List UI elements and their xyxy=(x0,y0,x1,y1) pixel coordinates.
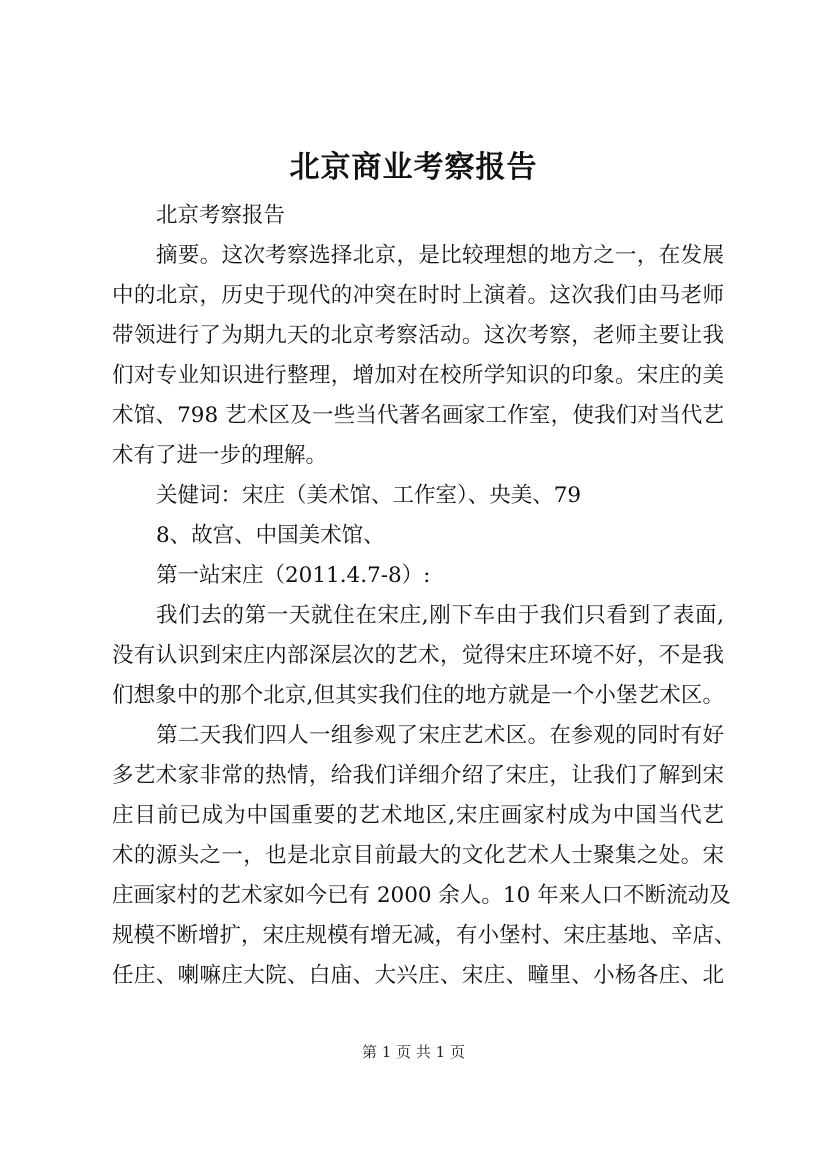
section-heading: 第一站宋庄（2011.4.7-8）: xyxy=(156,563,431,588)
subtitle-line: 北京考察报告 xyxy=(156,203,286,228)
paragraph-line: 多艺术家非常的热情，给我们详细介绍了宋庄，让我们了解到宋 xyxy=(112,763,724,788)
paragraph-line: 任庄、喇嘛庄大院、白庙、大兴庄、宋庄、疃里、小杨各庄、北 xyxy=(112,963,724,988)
abstract-line: 术有了进一步的理解。 xyxy=(112,443,328,468)
abstract-line: 术馆、798 艺术区及一些当代著名画家工作室，使我们对当代艺 xyxy=(112,403,724,428)
paragraph-line: 规模不断增扩，宋庄规模有增无减，有小堡村、宋庄基地、辛店、 xyxy=(112,923,736,948)
abstract-line: 带领进行了为期九天的北京考察活动。这次考察，老师主要让我 xyxy=(112,323,724,348)
paragraph-line: 第二天我们四人一组参观了宋庄艺术区。在参观的同时有好 xyxy=(156,723,724,748)
keywords-line: 8、故宫、中国美术馆、 xyxy=(156,523,385,548)
abstract-line: 中的北京，历史于现代的冲突在时时上演着。这次我们由马老师 xyxy=(112,283,724,308)
keywords-line: 关健词：宋庄（美术馆、工作室）、央美、79 xyxy=(156,483,582,508)
paragraph-line: 庄目前已成为中国重要的艺术地区,宋庄画家村成为中国当代艺 xyxy=(112,803,724,828)
paragraph-line: 我们去的第一天就住在宋庄,刚下车由于我们只看到了表面, xyxy=(156,603,724,628)
abstract-line: 们对专业知识进行整理，增加对在校所学知识的印象。宋庄的美 xyxy=(112,363,724,388)
paragraph-line: 们想象中的那个北京,但其实我们住的地方就是一个小堡艺术区。 xyxy=(112,683,724,708)
document-title: 北京商业考察报告 xyxy=(289,150,538,185)
paragraph-line: 没有认识到宋庄内部深层次的艺术，觉得宋庄环境不好，不是我 xyxy=(112,643,724,668)
paragraph-line: 术的源头之一，也是北京目前最大的文化艺术人士聚集之处。宋 xyxy=(112,843,724,868)
document-body xyxy=(112,196,736,996)
abstract-line: 摘要。这次考察选择北京，是比较理想的地方之一，在发展 xyxy=(156,243,724,268)
paragraph-line: 庄画家村的艺术家如今已有 2000 余人。10 年来人口不断流动及 xyxy=(112,883,731,908)
page-number-footer: 第 1 页 共 1 页 xyxy=(362,1043,465,1061)
